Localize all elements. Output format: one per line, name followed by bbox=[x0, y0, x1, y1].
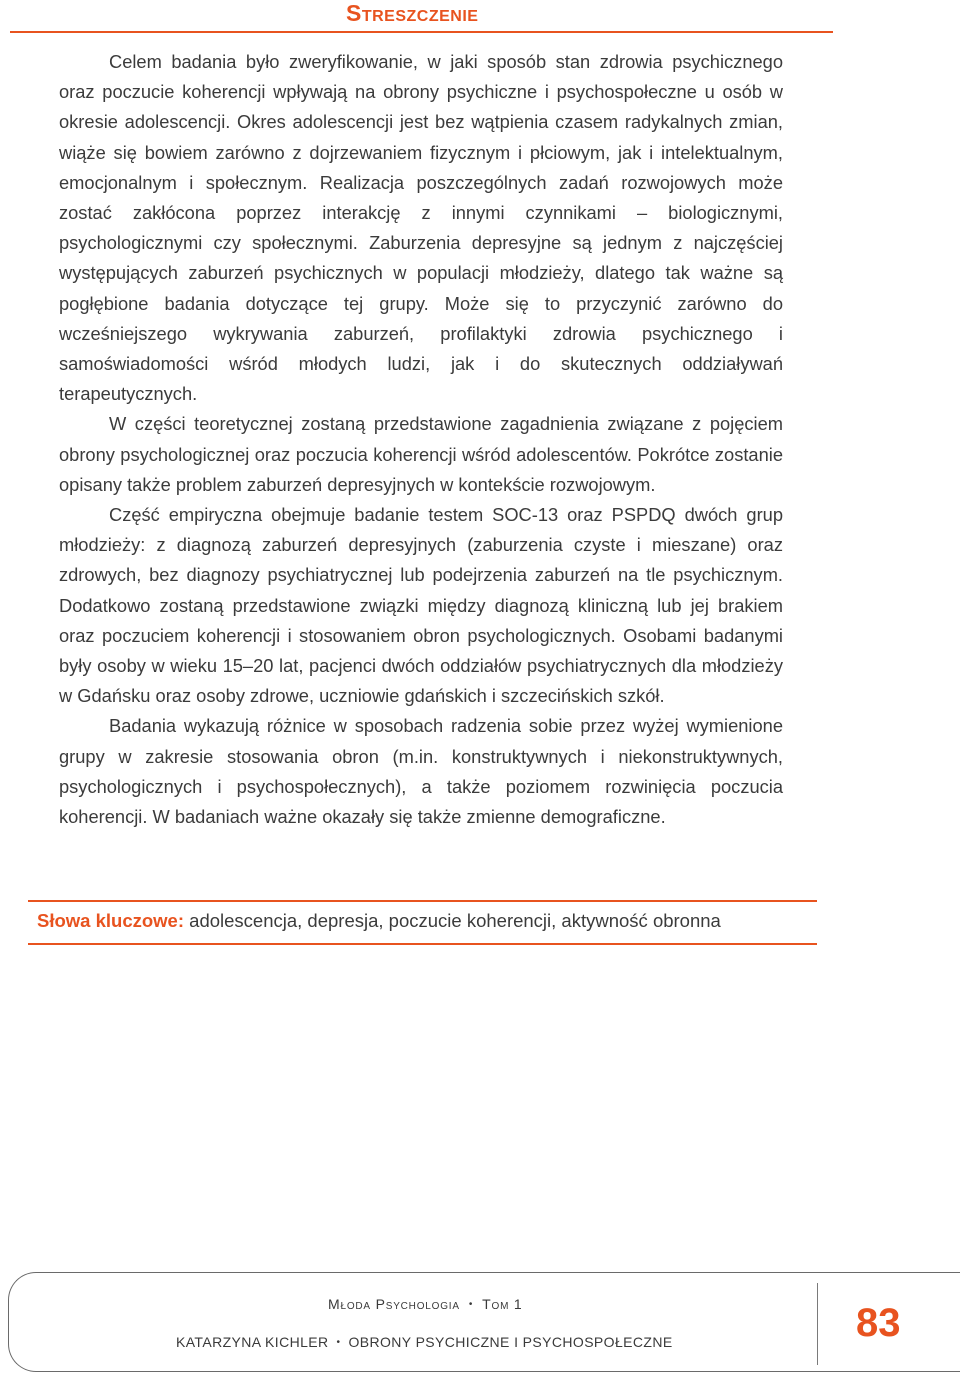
bullet-separator: • bbox=[468, 1299, 474, 1310]
running-header bbox=[176, 1334, 673, 1350]
keywords-text: adolescencja, depresja, poczucie koherencji, aktywność obronna bbox=[184, 910, 721, 931]
abstract-paragraph: W części teoretycznej zostaną przedstawione zagadnienia związane z pojęciem obrony psychologicznej oraz poczucia koherencji wśród adolescentów. Pokrótce zostanie opisany także problem zaburzeń depresyjnych w kontekście rozwojowym. bbox=[59, 413, 783, 495]
abstract-paragraph: Celem badania było zweryfikowanie, w jaki sposób stan zdrowia psychicznego oraz poczucie koherencji wpływają na obrony psychiczne i psychospołeczne u osób w okresie adolescencji. Okres adolescencji jest bez wątpienia czasem radykalnych zmian, wiąże się bowiem zarówno z dojrzewaniem fizycznym i płciowym, jak i intelektualnym, emocjonalnym i społecznym. Realizacja poszczególnych zadań rozwojowych może zostać zakłócona poprzez interakcję z innymi czynnikami – biologicznymi, psychologicznymi czy społecznymi. Zaburzenia depresyjne są jednym z najczęściej występujących zaburzeń psychicznych w populacji młodzieży, dlatego tak ważne są pogłębione badania dotyczące tej grupy. Może się to przyczynić zarówno do wcześniejszego wykrywania zaburzeń, profilaktyki zdrowia psychicznego i samoświadomości wśród młodych ludzi, jak i do skutecznych oddziaływań terapeutycznych. bbox=[59, 51, 783, 405]
bullet-separator: • bbox=[336, 1337, 341, 1348]
footer-divider bbox=[817, 1283, 818, 1365]
running-title: OBRONY PSYCHICZNE I PSYCHOSPOŁECZNE bbox=[348, 1334, 673, 1350]
keywords-label: Słowa kluczowe: bbox=[37, 910, 185, 931]
keywords-top-divider bbox=[28, 900, 817, 902]
keywords-bottom-divider bbox=[28, 943, 817, 945]
journal-volume: Tom 1 bbox=[482, 1296, 523, 1312]
keywords-line bbox=[37, 910, 817, 932]
abstract-paragraph: Badania wykazują różnice w sposobach radzenia sobie przez wyżej wymienione grupy w zakresie stosowania obron (m.in. konstruktywnych i niekonstruktywnych, psychologicznych i psychospołecznych), a także poziomem rozwinięcia poczucia koherencji. W badaniach ważne okazały się także zmienne demograficzne. bbox=[59, 715, 783, 828]
abstract-paragraph: Część empiryczna obejmuje badanie testem SOC-13 oraz PSPDQ dwóch grup młodzieży: z diagnozą zaburzeń depresyjnych (zaburzenia czyste i mieszane) oraz zdrowych, bez diagnozy psychiatrycznej lub podejrzenia zaburzeń na tle psychicznym. Dodatkowo zostaną przedstawione związki między diagnozą kliniczną lub jej brakiem oraz poczuciem koherencji i stosowaniem obron psychologicznych. Osobami badanymi były osoby w wieku 15–20 lat, pacjenci dwóch oddziałów psychiatrycznych dla młodzieży w Gdańsku oraz osoby zdrowe, uczniowie gdańskich i szczecińskich szkół. bbox=[59, 504, 783, 707]
abstract-body bbox=[59, 47, 783, 832]
author-name: KATARZYNA KICHLER bbox=[176, 1334, 329, 1350]
journal-name: Młoda Psychologia bbox=[328, 1296, 460, 1312]
journal-line bbox=[328, 1296, 523, 1312]
page-number: 83 bbox=[856, 1301, 901, 1345]
section-title: Streszczenie bbox=[346, 0, 479, 26]
title-divider bbox=[10, 31, 833, 33]
